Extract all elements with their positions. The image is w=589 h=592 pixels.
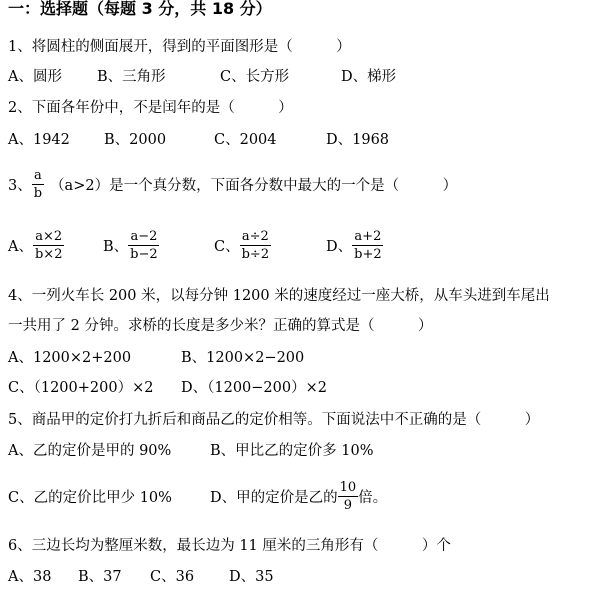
q1-option-a[interactable]: A、圆形 [8, 69, 62, 85]
q3-option-b-numerator: a−2 [130, 229, 158, 244]
q3-option-d-numerator: a+2 [354, 229, 382, 244]
q2-option-a[interactable]: A、1942 [8, 132, 70, 148]
q4-option-b[interactable]: B、1200×2−200 [181, 350, 305, 366]
q3-option-d-label: D、 [326, 239, 353, 255]
q3-option-a-denominator: b×2 [34, 247, 63, 262]
question-4-stem-line-2: 一共用了 2 分钟。求桥的长度是多少米？正确的算式是（ ） [8, 318, 433, 334]
q2-option-b[interactable]: B、2000 [104, 132, 167, 148]
q3-option-a-numerator: a×2 [35, 229, 63, 244]
q3-option-a-fraction [33, 229, 65, 262]
q6-option-a[interactable]: A、38 [8, 569, 52, 585]
question-1-stem: 1、将圆柱的侧面展开，得到的平面图形是（ ） [8, 39, 351, 55]
q4-option-a[interactable]: A、1200×2+200 [8, 350, 132, 366]
q3-option-d-denominator: b+2 [354, 247, 382, 262]
q3-option-c-numerator: a÷2 [241, 229, 269, 244]
q2-option-c[interactable]: C、2004 [214, 132, 277, 148]
q5-option-d-fraction [338, 480, 359, 513]
q3-stem-text: （a>2）是一个真分数，下面各分数中最大的一个是（ ） [50, 178, 458, 194]
q5-option-d-numerator: 10 [339, 480, 357, 495]
q1-option-c[interactable]: C、长方形 [220, 69, 290, 85]
question-3-stem [8, 168, 457, 201]
q6-option-c[interactable]: C、36 [150, 569, 195, 585]
q3-option-b-label: B、 [103, 239, 129, 255]
q3-option-d-fraction [352, 229, 384, 262]
q6-option-d[interactable]: D、35 [229, 569, 274, 585]
q5-option-d[interactable] [210, 480, 387, 513]
q3-option-c-fraction [240, 229, 272, 262]
q4-option-d[interactable]: D、（1200−200）×2 [181, 380, 327, 396]
q3-option-c-label: C、 [214, 239, 240, 255]
q3-option-a-label: A、 [8, 239, 33, 255]
q5-option-c[interactable]: C、乙的定价比甲少 10% [8, 490, 172, 506]
question-2-stem: 2、下面各年份中，不是闰年的是（ ） [8, 100, 293, 116]
q6-option-b[interactable]: B、37 [78, 569, 122, 585]
q3-option-b[interactable] [103, 229, 160, 262]
q3-option-b-denominator: b−2 [130, 247, 158, 262]
q3-number: 3、 [8, 178, 32, 194]
question-4-stem-line-1: 4、一列火车长 200 米，以每分钟 1200 米的速度经过一座大桥，从车头进到车尾出 [8, 288, 550, 304]
q3-option-a[interactable] [8, 229, 64, 262]
q2-option-d[interactable]: D、1968 [326, 132, 390, 148]
q5-option-d-prefix: D、甲的定价是乙的 [210, 490, 338, 506]
q1-option-d[interactable]: D、梯形 [341, 69, 397, 85]
q3-fraction [32, 168, 44, 201]
q5-option-b[interactable]: B、甲比乙的定价多 10% [210, 443, 374, 459]
q5-option-d-suffix: 倍。 [358, 490, 388, 506]
q4-option-c[interactable]: C、（1200+200）×2 [8, 380, 154, 396]
q3-fraction-denominator: b [33, 186, 43, 201]
q3-option-b-fraction [128, 229, 160, 262]
q5-option-d-denominator: 9 [343, 498, 353, 513]
section-title: 一：选择题（每题 3 分，共 18 分） [8, 0, 272, 18]
q3-option-c[interactable] [214, 229, 271, 262]
question-5-stem: 5、商品甲的定价打九折后和商品乙的定价相等。下面说法中不正确的是（ ） [8, 412, 540, 428]
q3-option-d[interactable] [326, 229, 384, 262]
q1-option-b[interactable]: B、三角形 [97, 69, 166, 85]
q3-option-c-denominator: b÷2 [241, 247, 270, 262]
question-6-stem: 6、三边长均为整厘米数，最长边为 11 厘米的三角形有（ ）个 [8, 538, 451, 554]
q3-fraction-numerator: a [34, 168, 42, 183]
q5-option-a[interactable]: A、乙的定价是甲的 90% [8, 443, 172, 459]
